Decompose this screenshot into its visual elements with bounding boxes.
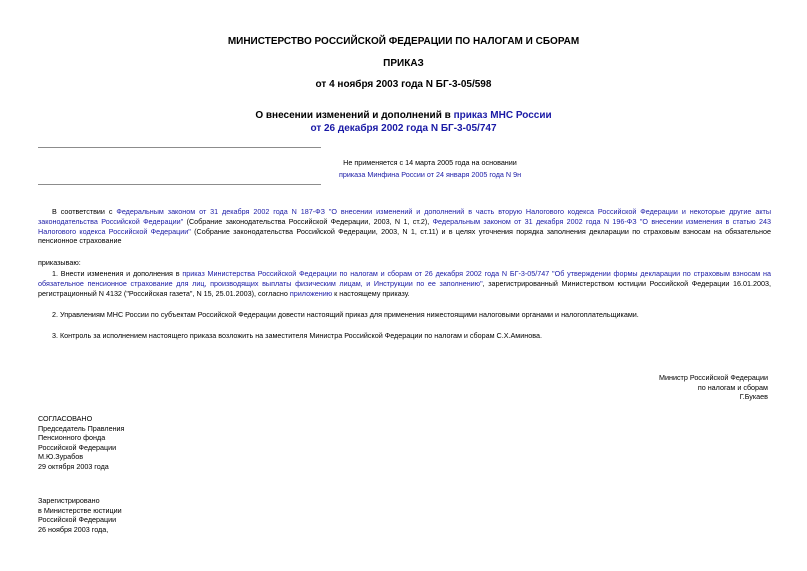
minister-signature xyxy=(659,373,768,402)
registered-block xyxy=(38,496,122,534)
intro-text-2: (Собрание законодательства Российской Федерации, 2003, N 1, ст.2), xyxy=(183,216,433,226)
date-number: от 4 ноября 2003 года N БГ-3-05/598 xyxy=(315,79,492,90)
law-196-link[interactable]: Федеральным законом от 31 декабря 2002 года N 196-ФЗ "О внесении изменения в статью 243 Налогового кодекса Российской Федерации" xyxy=(38,216,771,236)
notice-link[interactable]: приказа Минфина России от 24 января 2005 года N 9н xyxy=(338,169,522,179)
status-notice xyxy=(300,158,560,179)
registered-date: 26 ноября 2003 года, xyxy=(38,524,109,534)
agreed-block xyxy=(38,414,124,471)
agreed-line-3: Пенсионного фонда xyxy=(38,433,106,442)
item-1-paragraph xyxy=(38,269,771,298)
registered-line-3: Российской Федерации xyxy=(38,515,117,524)
item1-text-1: 1. Внести изменения и дополнения в xyxy=(52,269,183,278)
order-word: приказываю: xyxy=(38,258,81,267)
intro-text-3: (Собрание законодательства Российской Федерации, 2003, N 1, ст.11) и в целях уточнения порядка заполнения декларации по страховым взносам на обязательное пенсионное страхование xyxy=(38,226,771,246)
item1-text-3: к настоящему приказу. xyxy=(332,288,410,298)
agreed-date: 29 октября 2003 года xyxy=(38,461,109,471)
appendix-link[interactable]: приложению xyxy=(289,288,333,298)
item-3-paragraph: 3. Контроль за исполнением настоящего приказа возложить на заместителя Министра Российской Федерации по налогам и сборам С.Х.Аминова. xyxy=(52,331,542,340)
intro-paragraph xyxy=(38,207,771,246)
document-title-line1 xyxy=(0,110,807,121)
signature-name: Г.Букаев xyxy=(739,392,768,401)
doc-type-heading: ПРИКАЗ xyxy=(383,58,424,69)
divider-top xyxy=(38,147,321,148)
divider-bottom xyxy=(38,184,321,185)
title-link-part2[interactable]: от 26 декабря 2002 года N БГ-3-05/747 xyxy=(310,123,497,134)
signature-line-2: по налогам и сборам xyxy=(697,382,768,392)
registered-heading: Зарегистрировано xyxy=(38,496,100,505)
signature-line-1: Министр Российской Федерации xyxy=(658,373,768,382)
title-link-part1[interactable]: приказ МНС России xyxy=(453,110,552,121)
registered-line-2: в Министерстве юстиции xyxy=(38,505,122,515)
agreed-line-2: Председатель Правления xyxy=(38,423,125,433)
item1-text-2: , зарегистрированный Министерством юстиции Российской Федерации 16.01.2003, регистрационный N 4132 ("Российская газета", N 15, 25.01.2003), согласно xyxy=(38,278,771,298)
title-prefix: О внесении изменений и дополнений в xyxy=(255,110,454,121)
notice-text: Не применяется с 14 марта 2005 года на основании xyxy=(343,158,517,167)
intro-text-1: В соответствии с xyxy=(52,207,117,216)
item-2-paragraph: 2. Управлениям МНС России по субъектам Российской Федерации довести настоящий приказ для применения нижестоящими налоговыми органами и налогоплательщиками. xyxy=(52,310,639,319)
order-747-link[interactable]: приказ Министерства Российской Федерации по налогам и сборам от 26 декабря 2002 года N БГ-3-05/747 "Об утверждении формы декларации по страховым взносам на обязательное пенсионное страхование для лиц, производящих выплаты физическим лицам, и Инструкции по ее заполнению" xyxy=(38,269,771,288)
agreed-heading: СОГЛАСОВАНО xyxy=(38,414,93,423)
ministry-heading: МИНИСТЕРСТВО РОССИЙСКОЙ ФЕДЕРАЦИИ ПО НАЛОГАМ И СБОРАМ xyxy=(227,36,580,47)
document-title-line2 xyxy=(0,123,807,134)
agreed-line-4: Российской Федерации xyxy=(38,442,117,452)
law-187-link[interactable]: Федеральным законом от 31 декабря 2002 года N 187-ФЗ "О внесении изменений и дополнений в часть вторую Налогового кодекса Российской Федерации и некоторые другие акты законодательства Российской Федерации" xyxy=(38,207,771,226)
agreed-name: М.Ю.Зурабов xyxy=(38,452,84,461)
